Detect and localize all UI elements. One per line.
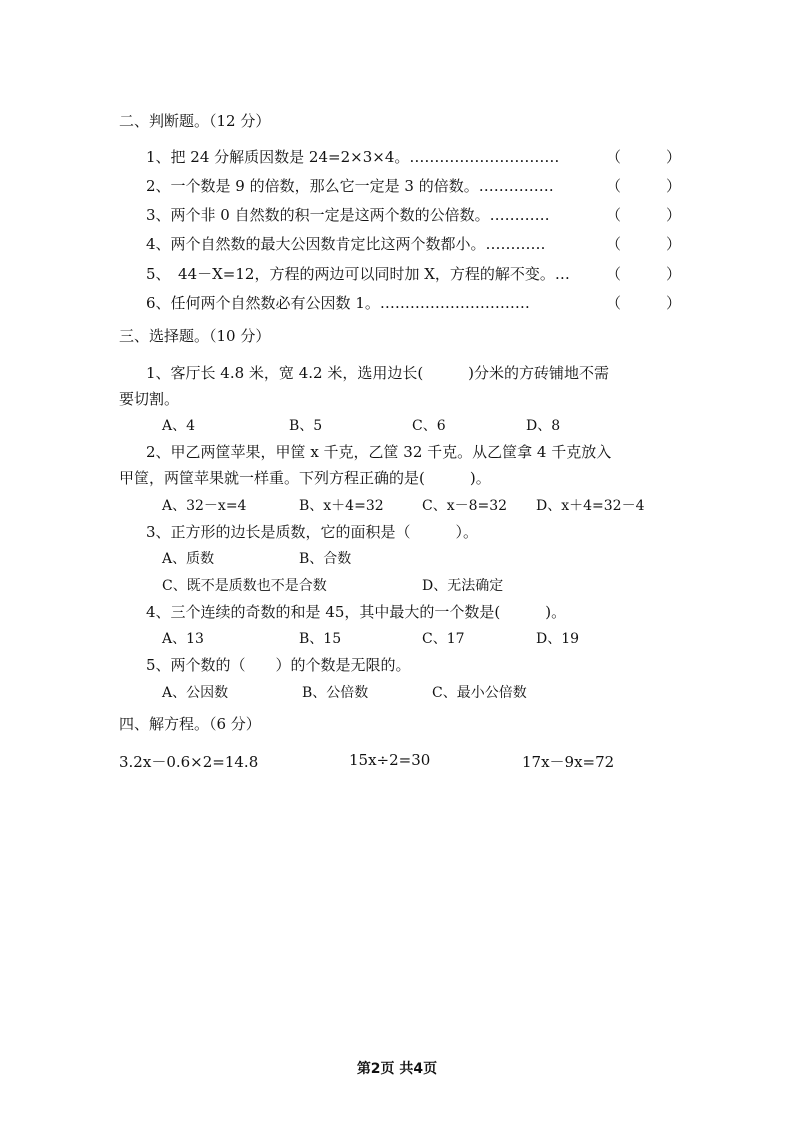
- choice-q2-option-d[interactable]: D、x＋4=32－4: [536, 498, 645, 514]
- judgment-answer-3[interactable]: （ ）: [606, 206, 682, 224]
- choice-q1-line2: 要切割。: [119, 390, 180, 408]
- judgment-item-1: 1、把 24 分解质因数是 24=2×3×4。…………………………: [146, 148, 560, 166]
- choice-q1-line1: 1、客厅长 4.8 米，宽 4.2 米，选用边长( )分米的方砖铺地不需: [146, 364, 610, 382]
- equation-3: 17x－9x=72: [522, 753, 615, 771]
- choice-q4-option-d[interactable]: D、19: [536, 631, 580, 647]
- section2-title: 二、判断题。（12 分）: [119, 112, 271, 130]
- choice-q3-line1: 3、正方形的边长是质数，它的面积是（ ）。: [146, 523, 479, 541]
- judgment-answer-5[interactable]: （ ）: [606, 265, 682, 283]
- choice-q3-option-c[interactable]: C、既不是质数也不是合数: [162, 578, 327, 594]
- choice-q4-option-c[interactable]: C、17: [422, 631, 465, 647]
- judgment-answer-4[interactable]: （ ）: [606, 235, 682, 253]
- judgment-item-5: 5、 44－X=12，方程的两边可以同时加 X，方程的解不变。…: [146, 265, 570, 283]
- choice-q2-option-c[interactable]: C、x－8=32: [422, 498, 508, 514]
- judgment-item-2: 2、一个数是 9 的倍数，那么它一定是 3 的倍数。……………: [146, 177, 554, 195]
- choice-q5-option-c[interactable]: C、最小公倍数: [432, 685, 527, 701]
- choice-q3-option-a[interactable]: A、质数: [162, 551, 215, 567]
- judgment-item-6: 6、任何两个自然数必有公因数 1。…………………………: [146, 294, 530, 312]
- judgment-answer-6[interactable]: （ ）: [606, 294, 682, 312]
- choice-q2-option-b[interactable]: B、x＋4=32: [299, 498, 384, 514]
- choice-q5-option-b[interactable]: B、公倍数: [302, 685, 369, 701]
- choice-q2-option-a[interactable]: A、32－x=4: [162, 498, 247, 514]
- choice-q4-option-a[interactable]: A、13: [162, 631, 204, 647]
- choice-q2-line2: 甲筐，两筐苹果就一样重。下列方程正确的是( )。: [119, 469, 491, 487]
- equation-2: 15x÷2=30: [349, 751, 431, 769]
- page-number: 第2页 共4页: [356, 1061, 438, 1077]
- choice-q1-option-b[interactable]: B、5: [289, 418, 323, 434]
- judgment-answer-1[interactable]: （ ）: [606, 148, 682, 166]
- judgment-item-4: 4、两个自然数的最大公因数肯定比这两个数都小。…………: [146, 235, 546, 253]
- judgment-item-3: 3、两个非 0 自然数的积一定是这两个数的公倍数。…………: [146, 206, 550, 224]
- judgment-answer-2[interactable]: （ ）: [606, 177, 682, 195]
- choice-q5-line1: 5、两个数的（ ）的个数是无限的。: [146, 656, 411, 674]
- section3-title: 三、选择题。（10 分）: [119, 327, 271, 345]
- section4-title: 四、解方程。（6 分）: [119, 715, 261, 733]
- equation-1: 3.2x－0.6×2=14.8: [119, 753, 259, 771]
- choice-q2-line1: 2、甲乙两筐苹果，甲筐 x 千克，乙筐 32 千克。从乙筐拿 4 千克放入: [146, 443, 612, 461]
- choice-q1-option-a[interactable]: A、4: [162, 418, 196, 434]
- choice-q3-option-d[interactable]: D、无法确定: [422, 578, 504, 594]
- choice-q4-line1: 4、三个连续的奇数的和是 45，其中最大的一个数是( )。: [146, 603, 567, 621]
- choice-q5-option-a[interactable]: A、公因数: [162, 685, 229, 701]
- choice-q1-option-c[interactable]: C、6: [412, 418, 446, 434]
- choice-q1-option-d[interactable]: D、8: [526, 418, 561, 434]
- choice-q3-option-b[interactable]: B、合数: [299, 551, 352, 567]
- choice-q4-option-b[interactable]: B、15: [299, 631, 342, 647]
